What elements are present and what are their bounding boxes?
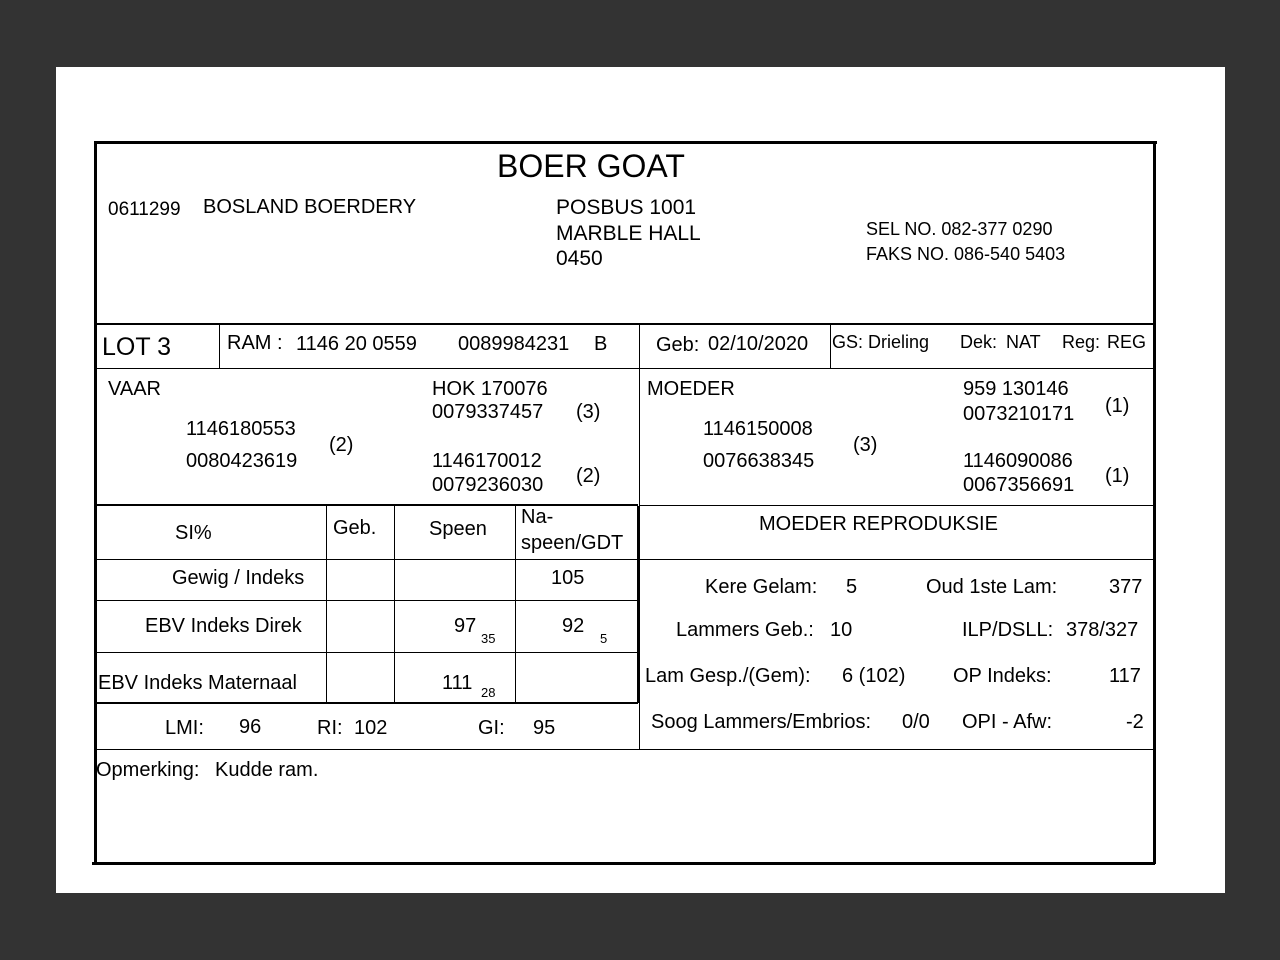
direk-speen-value: 97 <box>454 615 477 637</box>
si-header-bottom-line <box>96 559 1154 560</box>
opi-afw-value: -2 <box>1126 711 1144 733</box>
sire-dam-id: 0079236030 <box>432 474 544 496</box>
fax-number: FAKS NO. 086-540 5403 <box>866 244 1066 264</box>
repro-top-line <box>640 505 1154 506</box>
owner-number: 0611299 <box>108 199 181 220</box>
dek-value: NAT <box>1006 332 1041 352</box>
naspeen-header-1: Na- <box>521 506 554 528</box>
frame-bottom-line <box>92 862 1155 865</box>
oud-1ste-lam-value: 377 <box>1109 576 1143 598</box>
op-indeks-value: 117 <box>1109 665 1141 687</box>
dam-id: 0076638345 <box>703 450 815 472</box>
birth-status: GS: Drieling <box>832 332 930 352</box>
opi-afw-label: OPI - Afw: <box>962 711 1053 733</box>
address-line-3: 0450 <box>556 247 603 270</box>
dam-sire-number: 959 130146 <box>963 378 1069 400</box>
gewig-row-label: Gewig / Indeks <box>172 567 305 589</box>
lmi-label: LMI: <box>165 717 204 739</box>
gi-value: 95 <box>533 717 556 739</box>
maternaal-speen-value: 111 <box>442 672 473 694</box>
lot-row-bottom-line <box>96 368 1154 369</box>
lot-divider-3 <box>830 324 831 368</box>
dam-sire-note: (1) <box>1105 395 1130 417</box>
oud-1ste-lam-label: Oud 1ste Lam: <box>926 576 1058 598</box>
sire-number: 1146180553 <box>186 418 296 440</box>
si-col-divider-1 <box>326 506 327 703</box>
reg-value: REG <box>1107 332 1147 352</box>
birth-date-label: Geb: <box>656 334 700 356</box>
sire-sire-note: (3) <box>576 401 601 423</box>
si-col-divider-4 <box>637 506 639 703</box>
dek-label: Dek: <box>960 332 998 352</box>
op-indeks-label: OP Indeks: <box>953 665 1052 687</box>
direk-row-bottom-line <box>96 652 638 653</box>
sire-sire-hok: HOK 170076 <box>432 378 548 400</box>
dam-sire-id: 0073210171 <box>963 403 1075 425</box>
frame-top-line <box>94 141 1157 144</box>
remarks-value: Kudde ram. <box>215 759 319 781</box>
maternaal-speen-subscript: 28 <box>481 685 496 700</box>
frame-left-line <box>94 141 97 864</box>
direk-speen-subscript: 35 <box>481 631 496 646</box>
reproduction-title: MOEDER REPRODUKSIE <box>759 513 998 535</box>
kere-gelam-value: 5 <box>846 576 858 598</box>
dam-number: 1146150008 <box>703 418 813 440</box>
soog-lammers-label: Soog Lammers/Embrios: <box>651 711 872 733</box>
lot-row-top-line <box>96 323 1154 325</box>
document-title: BOER GOAT <box>497 148 685 184</box>
lammers-geb-value: 10 <box>830 619 853 641</box>
lot-divider-2 <box>639 324 640 368</box>
address-line-1: POSBUS 1001 <box>556 196 697 219</box>
gi-label: GI: <box>478 717 505 739</box>
address-line-2: MARBLE HALL <box>556 222 701 245</box>
direk-row-label: EBV Indeks Direk <box>145 615 302 637</box>
gewig-row-bottom-line <box>96 600 638 601</box>
dam-dam-note: (1) <box>1105 465 1130 487</box>
dam-dam-id: 0067356691 <box>963 474 1075 496</box>
ram-number: 1146 20 0559 <box>296 333 417 355</box>
ram-label: RAM : <box>227 332 283 354</box>
owner-name: BOSLAND BOERDERY <box>203 196 417 218</box>
cell-number: SEL NO. 082-377 0290 <box>866 219 1053 239</box>
sire-note: (2) <box>329 434 354 456</box>
sire-label: VAAR <box>108 378 161 400</box>
lammers-geb-label: Lammers Geb.: <box>676 619 814 641</box>
si-table-top-line <box>96 504 638 506</box>
ilp-dsll-label: ILP/DSLL: <box>962 619 1054 641</box>
remarks-label: Opmerking: <box>96 759 200 781</box>
si-col-divider-2 <box>394 506 395 703</box>
index-row-bottom-line <box>96 749 1154 750</box>
maternaal-row-bottom-line <box>96 702 638 704</box>
lam-gesp-label: Lam Gesp./(Gem): <box>645 665 811 687</box>
soog-lammers-value: 0/0 <box>902 711 930 733</box>
kere-gelam-label: Kere Gelam: <box>705 576 818 598</box>
direk-naspeen-subscript: 5 <box>600 631 608 646</box>
ram-class: B <box>594 333 608 355</box>
sire-sire-id: 0079337457 <box>432 401 544 423</box>
speen-header: Speen <box>429 518 487 540</box>
frame-right-line <box>1153 141 1156 864</box>
ri-value: 102 <box>354 717 388 739</box>
ilp-dsll-value: 378/327 <box>1066 619 1139 641</box>
sire-dam-note: (2) <box>576 465 601 487</box>
lot-label: LOT 3 <box>102 333 172 361</box>
si-percent-header: SI% <box>175 522 212 544</box>
gewig-naspeen-value: 105 <box>551 567 585 589</box>
sire-dam-number: 1146170012 <box>432 450 542 472</box>
birth-date: 02/10/2020 <box>708 333 809 355</box>
sire-id: 0080423619 <box>186 450 298 472</box>
naspeen-header-2: speen/GDT <box>521 532 624 554</box>
ri-label: RI: <box>317 717 343 739</box>
lmi-value: 96 <box>239 716 262 738</box>
lot-divider-1 <box>219 324 220 368</box>
lam-gesp-value: 6 (102) <box>842 665 906 687</box>
geb-header: Geb. <box>333 517 377 539</box>
si-col-divider-3 <box>515 506 516 703</box>
dam-dam-number: 1146090086 <box>963 450 1073 472</box>
maternaal-row-label: EBV Indeks Maternaal <box>98 672 297 694</box>
reg-label: Reg: <box>1062 332 1101 352</box>
dam-note: (3) <box>853 434 878 456</box>
ram-id: 0089984231 <box>458 333 570 355</box>
direk-naspeen-value: 92 <box>562 615 585 637</box>
dam-label: MOEDER <box>647 378 735 400</box>
